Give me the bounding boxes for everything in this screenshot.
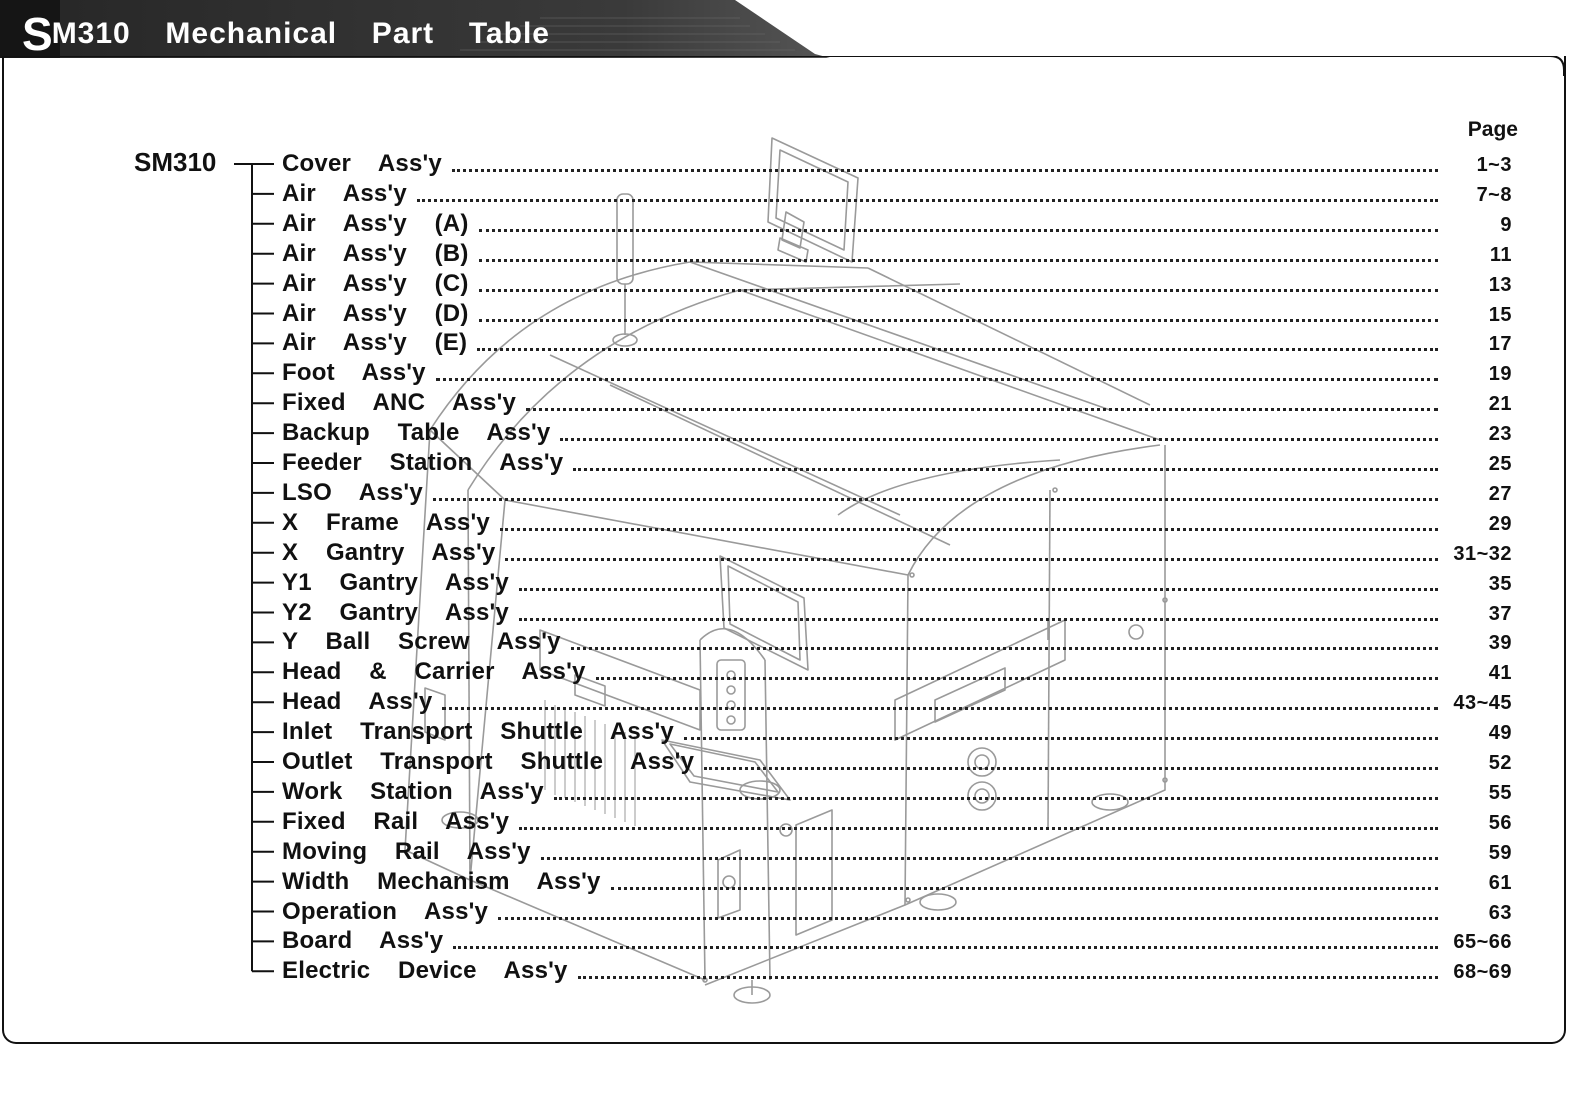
index-entry-label: Y2 Gantry Ass'y [282, 598, 509, 626]
index-entry-label: Outlet Transport Shuttle Ass'y [282, 748, 695, 775]
page-title-text: M310 Mechanical Part Table [51, 17, 550, 50]
index-entry[interactable] [282, 597, 1512, 627]
index-entry[interactable] [282, 925, 1512, 955]
index-entry-label: Board Ass'y [282, 927, 444, 955]
index-entry-label: Fixed Rail Ass'y [282, 807, 510, 835]
dot-leader [578, 976, 1438, 979]
index-entry-page: 39 [1488, 632, 1512, 655]
index-entry-label: Cover Ass'y [282, 150, 442, 177]
index-entry-label: Y Ball Screw Ass'y [282, 628, 561, 656]
index-entry-label: Fixed ANC Ass'y [282, 389, 517, 417]
index-entry[interactable] [282, 716, 1512, 746]
index-entry[interactable] [282, 866, 1512, 896]
index-entry-page: 27 [1488, 482, 1512, 505]
dot-leader [498, 917, 1438, 920]
index-entry-page: 52 [1488, 752, 1512, 774]
dot-leader [479, 229, 1438, 232]
index-entry-page: 29 [1488, 512, 1512, 535]
index-entry-label: Width Mechanism Ass'y [282, 867, 601, 895]
index-entry-label: Air Ass'y (A) [282, 209, 469, 237]
index-entry-label: Air Ass'y (C) [282, 269, 469, 297]
index-entry-page: 61 [1488, 871, 1512, 894]
index-entry[interactable] [282, 626, 1512, 656]
index-entry-page: 11 [1489, 243, 1512, 266]
dot-leader [452, 169, 1438, 172]
index-entry[interactable] [282, 746, 1512, 776]
dot-leader [526, 408, 1438, 411]
index-entry[interactable] [282, 776, 1512, 806]
dot-leader [519, 827, 1438, 830]
dot-leader [596, 677, 1438, 680]
index-entry-label: Electric Device Ass'y [282, 957, 568, 985]
index-entry-page: 65~66 [1453, 931, 1512, 954]
index-entry-page: 23 [1488, 423, 1512, 446]
index-entry-page: 63 [1488, 901, 1512, 924]
index-entry-page: 43~45 [1453, 692, 1512, 715]
index-entry-label: Y1 Gantry Ass'y [282, 568, 509, 596]
index-entry[interactable] [282, 806, 1512, 836]
dot-leader [436, 378, 1438, 381]
dot-leader [433, 498, 1438, 501]
index-entry-label: Work Station Ass'y [282, 777, 544, 805]
index-entry-page: 25 [1488, 453, 1512, 475]
index-entry-label: Backup Table Ass'y [282, 419, 551, 447]
index-entry-page: 49 [1488, 722, 1512, 745]
index-entry-label: X Gantry Ass'y [282, 538, 496, 566]
index-entry-label: Head & Carrier Ass'y [282, 658, 586, 686]
dot-leader [560, 438, 1438, 441]
index-entry[interactable] [282, 477, 1512, 507]
index-entry-label: Feeder Station Ass'y [282, 449, 564, 476]
index-entry-page: 21 [1488, 393, 1512, 416]
index-entry[interactable] [282, 507, 1512, 537]
dot-leader [684, 737, 1438, 740]
index-entry[interactable] [282, 686, 1512, 716]
index-entry-label: Operation Ass'y [282, 897, 489, 925]
page-column-heading: Page [1467, 118, 1518, 141]
index-entry-page: 68~69 [1453, 961, 1512, 984]
index-entry[interactable] [282, 148, 1512, 178]
index-entry-page: 7~8 [1476, 183, 1512, 206]
index-entry-page: 59 [1488, 841, 1512, 864]
index-entry-label: Foot Ass'y [282, 359, 426, 387]
index-entry[interactable] [282, 178, 1512, 208]
index-entry[interactable] [282, 836, 1512, 866]
index-entry-page: 17 [1488, 333, 1512, 356]
tree-root-label: SM310 [134, 147, 217, 177]
dot-leader [442, 707, 1438, 710]
dot-leader [611, 887, 1438, 890]
index-entry[interactable] [282, 238, 1512, 268]
dot-leader [573, 468, 1438, 471]
index-entry-page: 9 [1500, 213, 1512, 236]
dot-leader [477, 348, 1438, 351]
index-entry[interactable] [282, 357, 1512, 387]
dot-leader [554, 797, 1438, 800]
dot-leader [479, 259, 1438, 262]
index-entry[interactable] [282, 447, 1512, 477]
page-title-initial: S [22, 8, 52, 60]
index-entry-page: 19 [1488, 363, 1512, 386]
index-entry-page: 55 [1488, 781, 1512, 804]
index-entry-label: Air Ass'y (D) [282, 299, 469, 327]
index-entry[interactable] [282, 387, 1512, 417]
dot-leader [417, 199, 1438, 202]
dot-leader [500, 528, 1438, 531]
index-entry-page: 13 [1488, 273, 1512, 296]
index-entry-page: 31~32 [1453, 542, 1512, 565]
index-entry[interactable] [282, 955, 1512, 985]
dot-leader [505, 558, 1438, 561]
index-entry[interactable] [282, 417, 1512, 447]
index-entry-page: 35 [1488, 572, 1512, 595]
index-entry[interactable] [282, 567, 1512, 597]
dot-leader [479, 319, 1438, 322]
dot-leader [519, 618, 1438, 621]
index-entry-page: 15 [1488, 303, 1512, 326]
dot-leader [479, 289, 1438, 292]
index-entry-label: Head Ass'y [282, 688, 433, 716]
index-entry[interactable] [282, 298, 1512, 328]
index-entry-page: 1~3 [1476, 154, 1512, 176]
index-entry-label: X Frame Ass'y [282, 508, 490, 536]
index-entry-label: Air Ass'y (B) [282, 239, 469, 267]
index-entry-page: 56 [1488, 811, 1512, 834]
index-entry-page: 41 [1488, 662, 1512, 685]
index-entry[interactable] [282, 896, 1512, 926]
dot-leader [704, 767, 1438, 770]
index-entry-label: Air Ass'y [282, 179, 407, 207]
dot-leader [519, 588, 1438, 591]
index-entry-label: LSO Ass'y [282, 478, 423, 506]
dot-leader [541, 857, 1438, 860]
index-entry[interactable] [282, 208, 1512, 238]
index-entry[interactable] [282, 268, 1512, 298]
index-entry-label: Inlet Transport Shuttle Ass'y [282, 718, 674, 746]
index-entry-label: Moving Rail Ass'y [282, 837, 531, 865]
dot-leader [453, 946, 1438, 949]
dot-leader [571, 647, 1438, 650]
index-entry-page: 37 [1488, 602, 1512, 625]
index-entry-label: Air Ass'y (E) [282, 329, 468, 357]
index-entry[interactable] [282, 537, 1512, 567]
index-entry[interactable] [282, 327, 1512, 357]
index-entry[interactable] [282, 656, 1512, 686]
